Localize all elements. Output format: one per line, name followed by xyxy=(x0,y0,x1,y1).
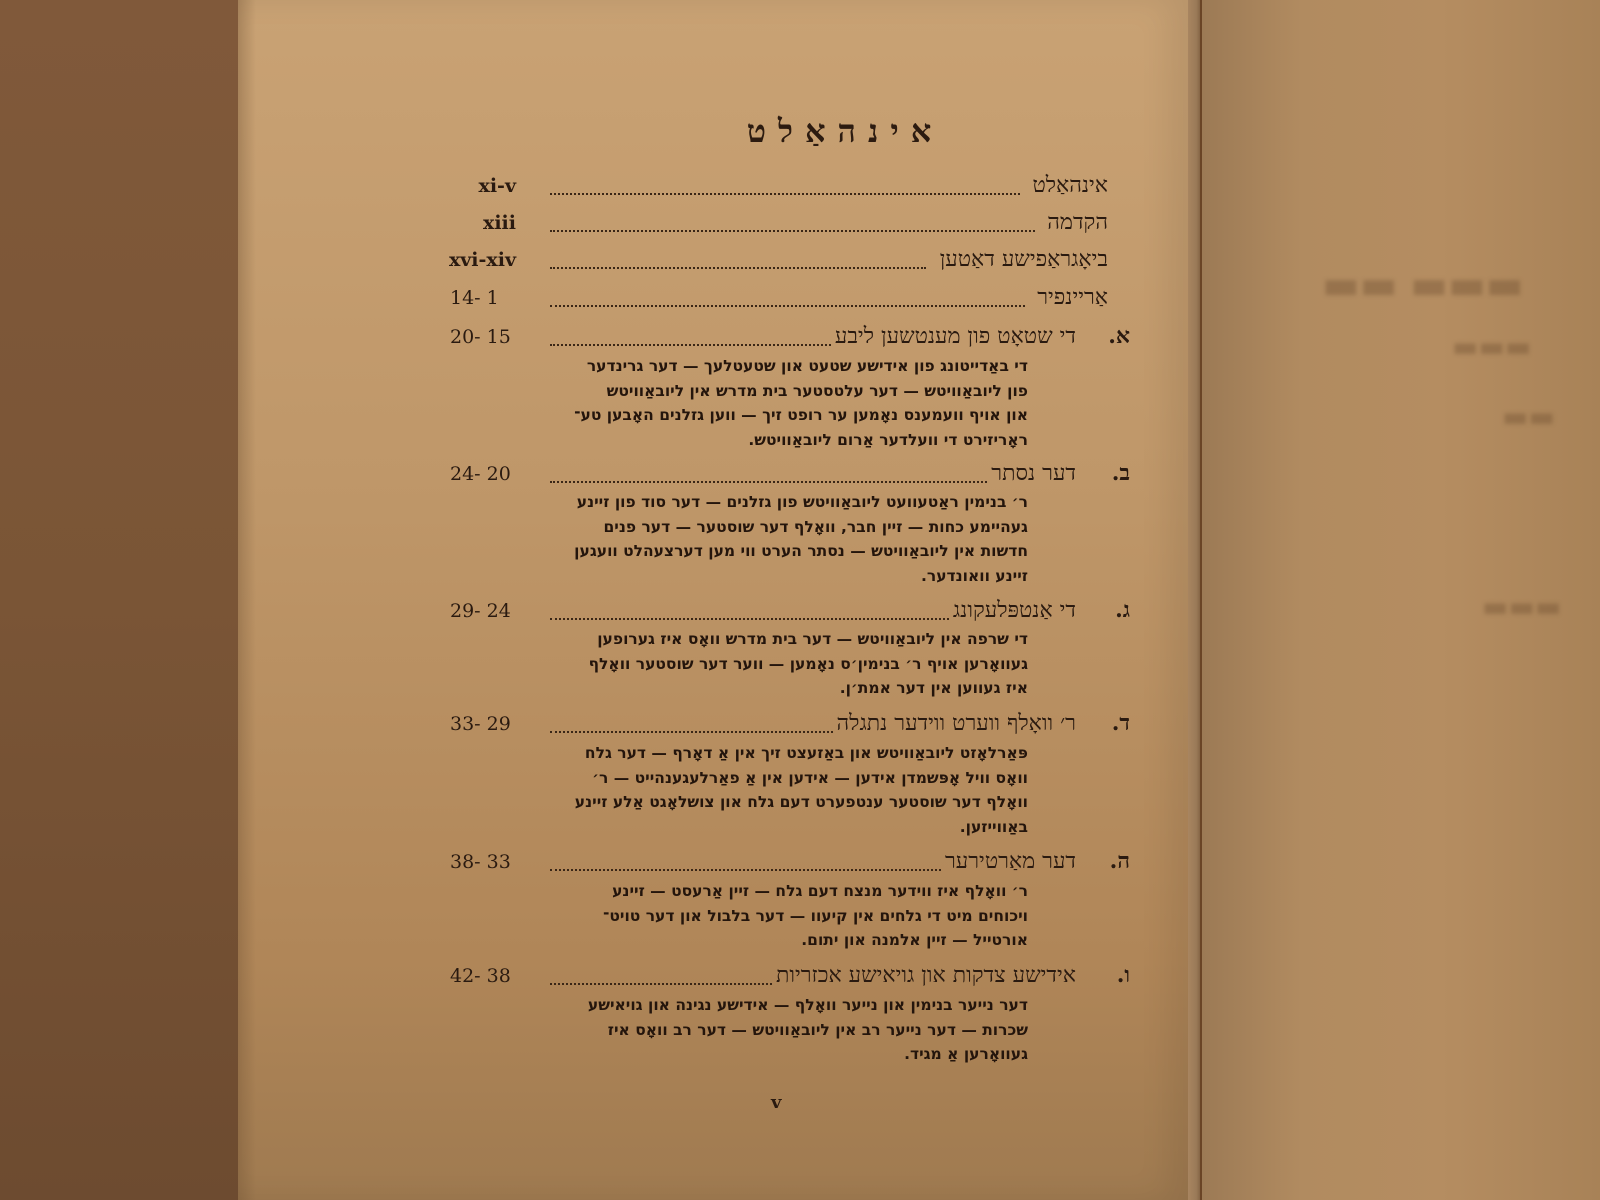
page-range: 38- 33 xyxy=(450,851,511,873)
toc-chapter[interactable] xyxy=(440,710,1130,740)
dot-leader xyxy=(550,467,987,483)
page-number: v xyxy=(771,1092,782,1113)
toc-chapter[interactable] xyxy=(440,848,1130,878)
book-page-right-blurred xyxy=(1202,0,1600,1200)
chapter-letter: ד. xyxy=(1111,710,1130,736)
toc-chapter[interactable] xyxy=(440,962,1130,992)
summary-line: דער נייער בנימין און נייער וואָלף — אידישע נגינה און גויאישע xyxy=(587,996,1028,1014)
page-range: xi-v xyxy=(478,175,516,197)
toc-chapter[interactable] xyxy=(440,597,1130,627)
dot-leader xyxy=(550,179,1020,195)
dot-leader xyxy=(550,216,1035,232)
entry-title: אַריינפיר xyxy=(1037,285,1108,310)
chapter-letter: ג. xyxy=(1115,597,1130,623)
summary-line: געוואָרען אַ מגיד. xyxy=(904,1045,1028,1063)
toc-chapter[interactable] xyxy=(440,323,1130,353)
dot-leader xyxy=(550,969,772,985)
summary-line: ר׳ בנימין ראַטעוועט ליובאַוויטש פון גזלנים — דער סוד פון זיינע xyxy=(576,493,1028,511)
page-range: 24- 20 xyxy=(450,463,511,485)
chapter-letter: ו. xyxy=(1116,962,1130,988)
toc-entry[interactable] xyxy=(440,209,1130,239)
summary-line: וואָס וויל אָפּשמדן אידען — אידען אין אַ פאַרלעגענהייט — ר׳ xyxy=(592,768,1028,787)
toc-entry[interactable] xyxy=(440,246,1130,276)
chapter-letter: ה. xyxy=(1109,848,1130,874)
page-range: 42- 38 xyxy=(450,965,511,987)
summary-line: און אויף וועמענס נאָמען ער רופט זיך — ווען גזלנים האָבען טע־ xyxy=(574,406,1028,424)
chapter-title: ר׳ וואָלף ווערט ווידער נתגלה xyxy=(836,711,1076,736)
table-of-contents xyxy=(440,0,1130,1200)
blurred-text: ▬▬▬ xyxy=(1452,330,1532,363)
summary-line: חדשות אין ליובאַוויטש — נסתר הערט ווי מען דערצעהלט וועגען xyxy=(574,542,1028,560)
toc-chapter[interactable] xyxy=(440,460,1130,490)
toc-entry[interactable] xyxy=(440,172,1130,202)
chapter-title: אידישע צדקות און גויאישע אכזריות xyxy=(775,963,1076,988)
chapter-summary xyxy=(545,879,1028,953)
dot-leader xyxy=(550,291,1025,307)
page-range: 29- 24 xyxy=(450,600,511,622)
chapter-summary xyxy=(545,354,1028,452)
summary-line: באַווייזען. xyxy=(959,817,1028,836)
chapter-summary xyxy=(545,993,1028,1067)
summary-line: פּאַרלאָזט ליובאַוויטש און באַזעצט זיך אין אַ דאָרף — דער גלח xyxy=(584,744,1028,762)
summary-line: די באַדייטונג פון אידישע שטעט און שטעטלעך — דער גרינדער xyxy=(586,357,1028,375)
summary-line: פון ליובאַוויטש — דער עלטסטער בית מדרש אין ליובאַוויטש xyxy=(606,381,1028,400)
page-range: xvi-xiv xyxy=(448,249,516,271)
entry-title: הקדמה xyxy=(1047,210,1108,235)
summary-line: געהיימע כחות — זיין חבר, וואָלף דער שוסטער — דער פנים xyxy=(603,517,1028,536)
chapter-title: דער מאַרטירער xyxy=(944,849,1076,874)
dot-leader xyxy=(550,253,926,269)
blurred-heading: ▬▬▬ ▬▬ xyxy=(1322,262,1524,308)
summary-line: געוואָרען אויף ר׳ בנימין׳ס נאָמען — ווער דער שוסטער וואָלף xyxy=(588,654,1028,673)
chapter-title: די אַנטפּלעקונג xyxy=(952,598,1076,623)
chapter-summary xyxy=(545,741,1028,839)
chapter-title: דער נסתר xyxy=(991,461,1076,486)
dot-leader xyxy=(550,604,949,620)
chapter-letter: ב. xyxy=(1111,460,1130,486)
entry-title: ביאָגראַפישע דאַטען xyxy=(939,247,1108,272)
summary-line: ראָריזירט די וועלדער אַרום ליובאַוויטש. xyxy=(748,430,1028,449)
page-range: 33- 29 xyxy=(450,713,511,735)
chapter-letter: א. xyxy=(1108,323,1130,349)
blurred-text: ▬▬ xyxy=(1502,400,1555,433)
summary-line: אורטייל — זיין אלמנה און יתום. xyxy=(801,931,1028,949)
page-range: xiii xyxy=(483,212,516,234)
entry-title: אינהאַלט xyxy=(1032,173,1108,198)
blurred-text: ▬▬▬ xyxy=(1482,590,1562,623)
dot-leader xyxy=(550,717,833,733)
summary-line: די שרפה אין ליובאַוויטש — דער בית מדרש וואָס איז גערופען xyxy=(597,630,1028,648)
summary-line: וואָלף דער שוסטער ענטפערט דעם גלח און צושלאָגט אַלע זיינע xyxy=(574,793,1028,811)
dot-leader xyxy=(550,330,831,346)
toc-entry[interactable] xyxy=(440,284,1130,314)
chapter-summary xyxy=(545,627,1028,701)
summary-line: זיינע וואונדער. xyxy=(920,566,1028,585)
summary-line: שכרות — דער נייער רב אין ליובאַוויטש — דער רב וואָס איז xyxy=(607,1020,1028,1039)
summary-line: ר׳ וואָלף איז ווידער מנצח דעם גלח — זיין אַרעסט — זיינע xyxy=(612,882,1028,900)
page-range: 20- 15 xyxy=(450,326,511,348)
summary-line: ויכוחים מיט די גלחים אין קיעוו — דער בלבול און דער טויט־ xyxy=(602,906,1028,925)
chapter-summary xyxy=(545,490,1028,588)
chapter-title: די שטאָט פון מענטשען ליבע xyxy=(834,324,1076,349)
page-title: אינהאַלט xyxy=(746,112,944,150)
summary-line: איז געווען אין דער אמת׳ן. xyxy=(839,679,1028,697)
table-surface xyxy=(0,0,240,1200)
page-range: 14- 1 xyxy=(450,287,499,309)
dot-leader xyxy=(550,855,941,871)
